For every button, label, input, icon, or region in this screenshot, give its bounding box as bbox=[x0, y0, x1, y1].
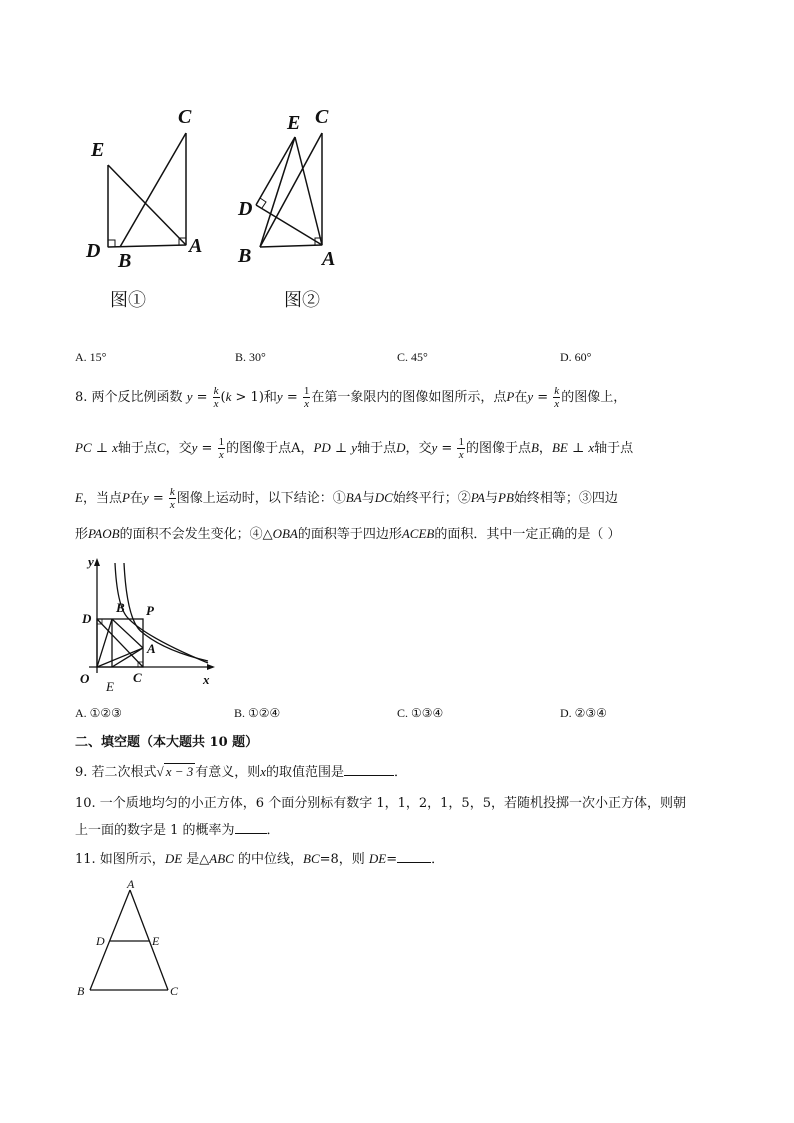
q8-label-D: D bbox=[82, 611, 92, 626]
q8-option-a[interactable]: A. ①②③ bbox=[75, 706, 122, 720]
fig2-label-B: B bbox=[238, 245, 252, 267]
q8-option-b[interactable]: B. ①②④ bbox=[234, 706, 281, 720]
fig2-label-E: E bbox=[287, 112, 301, 134]
q8-label-P: P bbox=[146, 603, 154, 618]
tri-label-A: A bbox=[127, 877, 135, 891]
q10-answer-blank[interactable] bbox=[235, 833, 267, 834]
segment-DA bbox=[256, 205, 322, 245]
section-2-title: 二、填空题（本大题共 10 题） bbox=[75, 735, 259, 750]
curve-1-over-x bbox=[115, 563, 208, 663]
q8-label-E: E bbox=[106, 679, 114, 694]
q8-label-A: A bbox=[147, 641, 156, 656]
segment-BA bbox=[112, 619, 143, 648]
fig2-label-A: A bbox=[322, 248, 336, 270]
fig2-label-D: D bbox=[238, 198, 253, 220]
q11-answer-blank[interactable] bbox=[397, 862, 431, 863]
segment-OA bbox=[97, 648, 143, 667]
fig1-label-B: B bbox=[118, 250, 132, 272]
segment-AC bbox=[130, 890, 168, 990]
fig1-label-C: C bbox=[178, 106, 192, 128]
q7-option-b[interactable]: B. 30° bbox=[235, 350, 266, 364]
segment-EA bbox=[295, 137, 322, 245]
q8-option-c[interactable]: C. ①③④ bbox=[397, 706, 444, 720]
segment-EA bbox=[108, 165, 186, 245]
tri-label-E: E bbox=[152, 934, 160, 948]
q8-line-2: PC ⊥ x轴于点C，交y = $\frac{1}{x}$ 的图像于点A，PD ⊥ y轴于点D，交y = $\frac{1}{x}$ 的图像于点B，BE ⊥ x轴于点 bbox=[75, 436, 634, 461]
q7-option-c[interactable]: C. 45° bbox=[397, 350, 428, 364]
q8-line-4: 形PAOB的面积不会发生变化；④△OBA的面积等于四边形ACEB的面积．其中一定正确的是（ ） bbox=[75, 526, 621, 542]
curve-k-over-x bbox=[124, 563, 208, 661]
q8-label-O: O bbox=[80, 671, 90, 686]
q11: 11. 如图所示，DE 是△ABC 的中位线，BC=8，则 DE= ． bbox=[75, 851, 445, 867]
fig1-label-D: D bbox=[86, 240, 101, 262]
right-angle-D bbox=[260, 198, 266, 208]
fig1-label-A: A bbox=[189, 235, 203, 257]
fig1-label-E: E bbox=[91, 139, 105, 161]
q8-label-B: B bbox=[116, 600, 125, 615]
x-axis-arrow bbox=[207, 664, 215, 670]
q9-answer-blank[interactable] bbox=[344, 775, 394, 776]
q10-line-1: 10. 一个质地均匀的小正方体，6 个面分别标有数字 1，1，2，1，5，5，若随机投掷一次小正方体，则朝 bbox=[75, 796, 686, 811]
q8-option-d[interactable]: D. ②③④ bbox=[560, 706, 607, 720]
tri-label-B: B bbox=[77, 984, 85, 998]
right-angle-D bbox=[108, 240, 115, 247]
q7-option-d[interactable]: D. 60° bbox=[560, 350, 592, 364]
q8-line-3: E，当点P在y = $\frac{k}{x}$ 图像上运动时，以下结论：①BA与DC始终平行；②PA与PB始终相等；③四边 bbox=[75, 486, 618, 511]
fig2-label-C: C bbox=[315, 106, 329, 128]
q9: 9. 若二次根式√ x − 3 有意义，则x的取值范围是 ． bbox=[75, 764, 408, 780]
fig2-caption: 图② bbox=[284, 290, 320, 311]
q8-label-y: y bbox=[88, 554, 94, 569]
y-axis-arrow bbox=[94, 558, 100, 566]
fig1-caption: 图① bbox=[110, 290, 146, 311]
q7-option-a[interactable]: A. 15° bbox=[75, 350, 107, 364]
tri-label-C: C bbox=[170, 984, 179, 998]
segment-BA bbox=[260, 245, 322, 247]
q8-label-x: x bbox=[203, 672, 210, 687]
q10-line-2: 上一面的数字是 1 的概率为 ． bbox=[75, 823, 280, 838]
segment-BC bbox=[120, 133, 186, 247]
tri-label-D: D bbox=[96, 934, 105, 948]
q8-label-C: C bbox=[133, 670, 142, 685]
q8-line-1: 8. 两个反比例函数 y = $\frac{k}{x}$ (k > 1)和y = $\frac{1}{x}$ 在第一象限内的图像如图所示，点P在y = $\frac{k}{x}$ 的图像上， bbox=[75, 385, 627, 410]
